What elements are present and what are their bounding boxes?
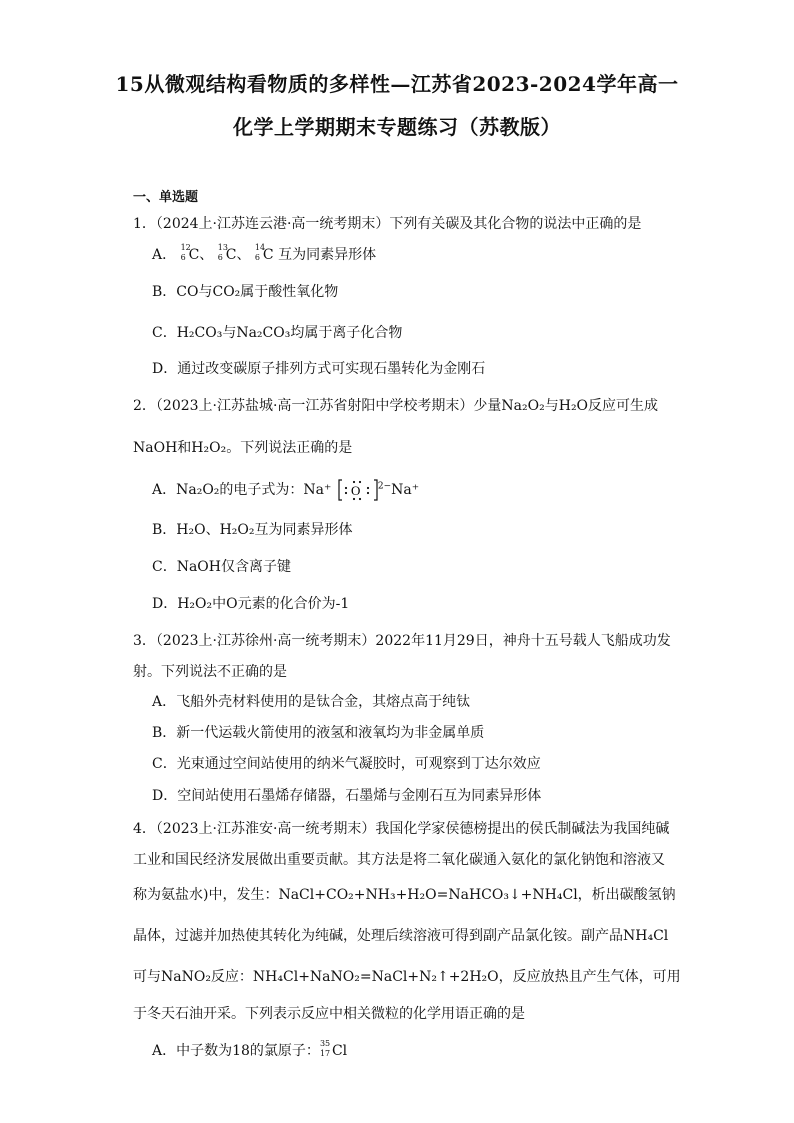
q3-option-b: B．新一代运载火箭使用的液氢和液氧均为非金属单质	[152, 725, 485, 741]
q3-option-d: D．空间站使用石墨烯存储器，石墨烯与金刚石互为同素异形体	[152, 788, 542, 804]
na-ion-left: Na⁺	[303, 482, 332, 498]
oxygen-symbol: O	[350, 483, 361, 498]
q3-option-c: C．光束通过空间站使用的纳米气凝胶时，可观察到丁达尔效应	[152, 756, 541, 772]
q4-option-a: A．中子数为18的氯原子： 35 17 Cl	[152, 1039, 348, 1059]
page-title-line-1: 15从微观结构看物质的多样性—江苏省2023-2024学年高一	[115, 72, 679, 96]
isotope-c14: 14 6	[254, 243, 266, 262]
q4-stem-line-6: 于冬天石油开采。下列表示反应中相关微粒的化学用语正确的是	[133, 1006, 525, 1022]
q3-stem-line-2: 射。下列说法不正确的是	[133, 664, 287, 680]
charge-label: 2−	[377, 481, 392, 492]
q1-option-c: C．H₂CO₃与Na₂CO₃均属于离子化合物	[152, 325, 403, 341]
q4-stem-line-4: 晶体，过滤并加热使其转化为纯碱，处理后续溶液可得到副产品氯化铵。副产品NH₄Cl	[133, 928, 669, 944]
q1-option-d: D．通过改变碳原子排列方式可实现石墨转化为金刚石	[152, 361, 486, 377]
q2-stem-line-1: 2．（2023上·江苏盐城·高一江苏省射阳中学校考期末）少量Na₂O₂与H₂O反应可生成	[133, 398, 659, 414]
q3-option-a: A．飞船外壳材料使用的是钛合金，其熔点高于纯钛	[152, 694, 471, 710]
q2-option-b: B．H₂O、H₂O₂互为同素异形体	[152, 522, 353, 538]
q2-option-c: C．NaOH仅含离子键	[152, 559, 291, 575]
q1-option-b: B．CO与CO₂属于酸性氧化物	[152, 284, 339, 300]
q1-option-a: A． 12 6 C、 13 6 C、 14 6 C 互为同素异形体	[152, 243, 377, 263]
q3-stem-line-1: 3．（2023上·江苏徐州·高一统考期末）2022年11月29日，神舟十五号载人飞船成功发	[133, 633, 671, 649]
page-title-line-2: 化学上学期期末专题练习（苏教版）	[233, 115, 561, 139]
isotope-cl: 35 17	[319, 1039, 331, 1058]
q4-stem-line-2: 工业和国民经济发展做出重要贡献。其方法是将二氧化碳通入氨化的氯化钠饱和溶液又	[133, 852, 665, 868]
section-heading: 一、单选题	[133, 190, 199, 205]
q4-stem-line-1: 4．（2023上·江苏淮安·高一统考期末）我国化学家侯德榜提出的侯氏制碱法为我国纯碱	[133, 821, 670, 837]
isotope-c12: 12 6	[180, 243, 191, 262]
na-ion-right: Na⁺	[391, 482, 420, 498]
q1-stem: 1．（2024上·江苏连云港·高一统考期末）下列有关碳及其化合物的说法中正确的是	[133, 216, 642, 232]
q4-stem-line-3: 称为氨盐水)中，发生：NaCl+CO₂+NH₃+H₂O=NaHCO₃↓+NH₄Cl，析出碳酸氢钠	[133, 887, 676, 903]
q2-option-a: A．Na₂O₂的电子式为：Na⁺ O $^{2-}$Na⁺	[152, 478, 419, 502]
q4-stem-line-5: 可与NaNO₂反应：NH₄Cl+NaNO₂=NaCl+N₂↑+2H₂O，反应放热且产生气体，可用	[133, 969, 681, 985]
peroxide-lewis-structure	[338, 478, 378, 502]
isotope-c13: 13 6	[217, 243, 228, 262]
q2-stem-line-2: NaOH和H₂O₂。下列说法正确的是	[133, 440, 353, 456]
q2-option-d: D．H₂O₂中O元素的化合价为-1	[152, 596, 350, 612]
